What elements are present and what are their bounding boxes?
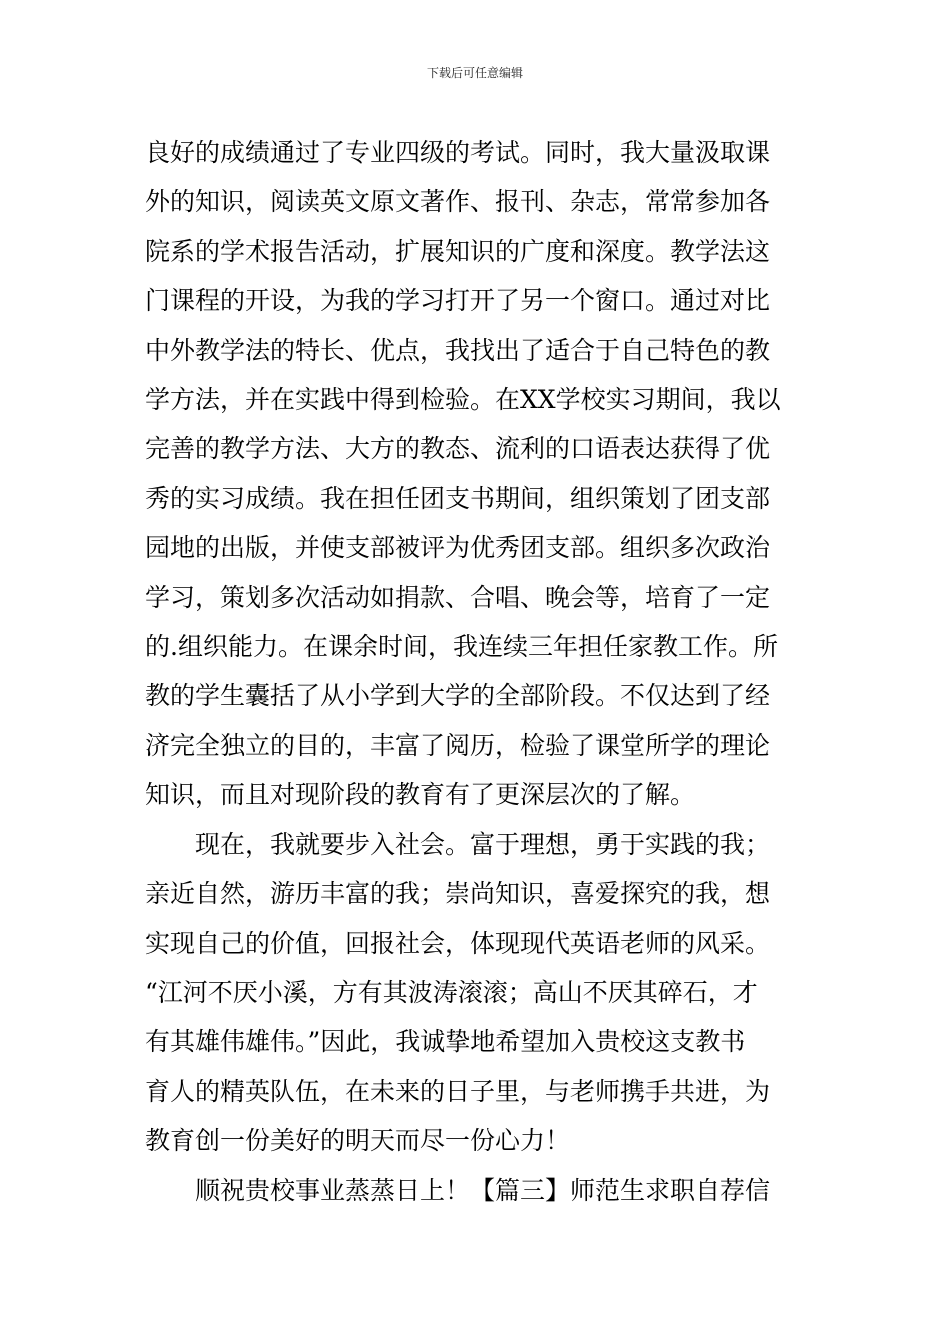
text-line: 的.组织能力。在课余时间，我连续三年担任家教工作。所: [145, 632, 778, 662]
text-line: 知识，而且对现阶段的教育有了更深层次的了解。: [145, 780, 696, 810]
text-line: 实现自己的价值，回报社会，体现现代英语老师的风采。: [145, 928, 771, 958]
paragraph-1: [145, 128, 815, 820]
text-line: 亲近自然，游历丰富的我；崇尚知识，喜爱探究的我，想: [145, 879, 771, 909]
text-line: 济完全独立的目的，丰富了阅历，检验了课堂所学的理论: [145, 730, 771, 760]
text-line: 园地的出版，并使支部被评为优秀团支部。组织多次政治: [145, 533, 771, 563]
text-line: 教育创一份美好的明天而尽一份心力！: [145, 1126, 571, 1156]
paragraph-3: [145, 1166, 815, 1215]
text-line: 良好的成绩通过了专业四级的考试。同时，我大量汲取课: [145, 138, 771, 167]
text-line: 现在，我就要步入社会。富于理想，勇于实践的我；: [145, 829, 771, 859]
text-line: 学方法，并在实践中得到检验。在XX学校实习期间，我以: [145, 385, 781, 415]
paragraph-2: [145, 820, 815, 1166]
text-line: 秀的实习成绩。我在担任团支书期间，组织策划了团支部: [145, 483, 771, 513]
text-line: 教的学生囊括了从小学到大学的全部阶段。不仅达到了经: [145, 681, 771, 711]
page-header: 下载后可任意编辑: [426, 66, 523, 80]
text-line: 院系的学术报告活动，扩展知识的广度和深度。教学法这: [145, 236, 771, 266]
text-line: 外的知识，阅读英文原文著作、报刊、杂志，常常参加各: [145, 187, 771, 217]
text-line: 学习，策划多次活动如捐款、合唱、晚会等，培育了一定: [145, 582, 771, 612]
document-body: [145, 128, 815, 1215]
text-line: 中外教学法的特长、优点，我找出了适合于自己特色的教: [145, 335, 771, 365]
text-line: 有其雄伟雄伟。”因此，我诚挚地希望加入贵校这支教书: [145, 1027, 746, 1057]
text-line: 门课程的开设，为我的学习打开了另一个窗口。通过对比: [145, 286, 771, 316]
text-line: 完善的教学方法、大方的教态、流利的口语表达获得了优: [145, 434, 771, 464]
text-line: 育人的精英队伍，在未来的日子里，与老师携手共进，为: [145, 1076, 771, 1106]
text-line: “江河不厌小溪，方有其波涛滚滚；高山不厌其碎石，才: [145, 977, 758, 1007]
text-line: 顺祝贵校事业蒸蒸日上！【篇三】师范生求职自荐信: [145, 1175, 771, 1205]
